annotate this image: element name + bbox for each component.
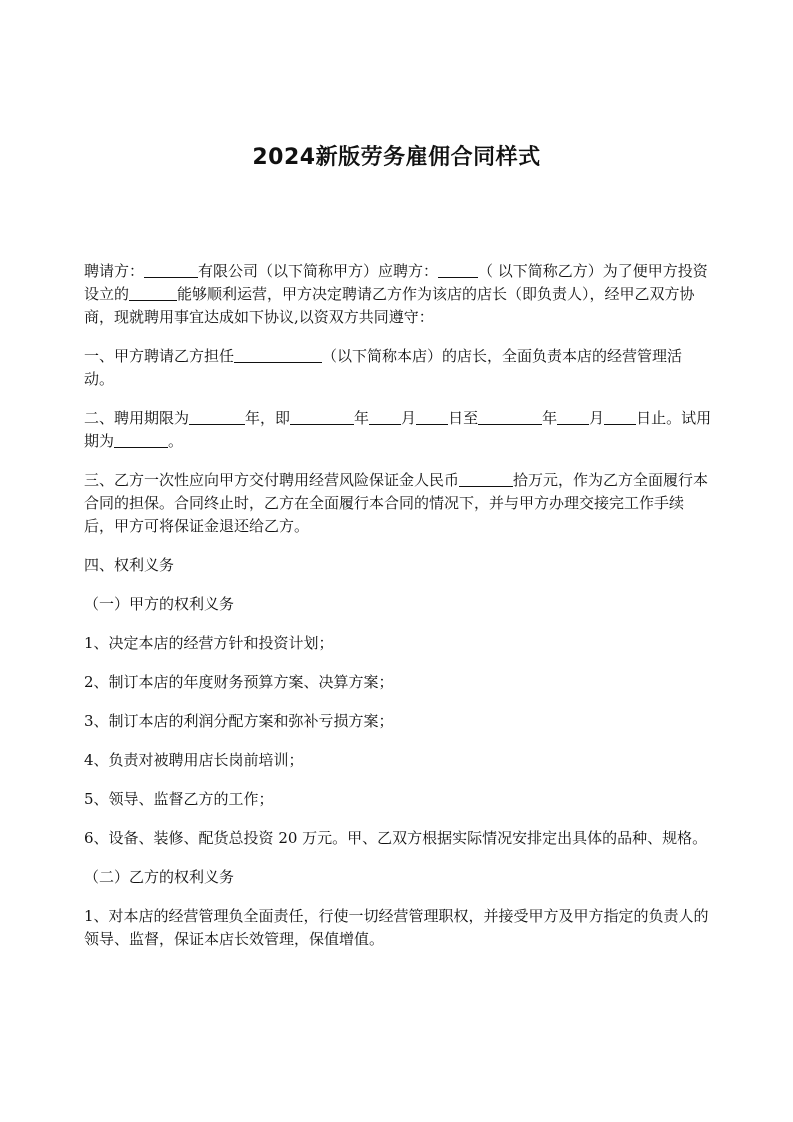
document-body [84, 260, 712, 967]
clause-text: 年 [354, 409, 370, 427]
clause-1 [84, 345, 712, 391]
clause-text: 年，即 [245, 409, 291, 427]
clause-text: 拾万元，作为乙方全面履行本合同的担保。合同终止时，乙方在全面履行本合同的情况下，并与甲方办理交接完工作手续后，甲方可将保证金退还给乙方。 [84, 471, 709, 535]
intro-text: 聘请方： [84, 262, 145, 280]
intro-text: （ 以下简称乙方）为了便甲方投资设立的 [84, 262, 708, 303]
list-item: 4、负责对被聘用店长岗前培训； [84, 751, 304, 769]
section-heading: 四、权利义务 [84, 556, 175, 574]
party-b-heading: （二）乙方的权利义务 [84, 868, 235, 886]
list-item: 1、决定本店的经营方针和投资计划； [84, 634, 334, 652]
clause-2 [84, 407, 712, 453]
blank-end-year [478, 410, 542, 425]
blank-company-name [144, 263, 198, 278]
blank-deposit-amount [459, 472, 513, 487]
clause-text: 三、乙方一次性应向甲方交付聘用经营风险保证金人民币 [84, 471, 460, 489]
clause-text: 年 [542, 409, 558, 427]
list-item: 5、领导、监督乙方的工作； [84, 790, 274, 808]
list-item: 1、对本店的经营管理负全面责任，行使一切经营管理职权，并接受甲方及甲方指定的负责人的领导、监督，保证本店长效管理，保值增值。 [84, 907, 709, 948]
clause-text: 。 [168, 432, 184, 450]
blank-party-b-name [438, 263, 478, 278]
list-item: 6、设备、装修、配货总投资 20 万元。甲、乙双方根据实际情况安排定出具体的品种、规格。 [84, 829, 708, 847]
clause-text: 二、聘用期限为 [84, 409, 190, 427]
clause-text: （以下简称本店）的店长，全面负责本店的经营管理活动。 [84, 347, 683, 388]
party-a-heading: （一）甲方的权利义务 [84, 595, 235, 613]
intro-text: 有限公司（以下简称甲方）应聘方： [198, 262, 439, 280]
list-item: 3、制订本店的利润分配方案和弥补亏损方案； [84, 712, 394, 730]
blank-probation [114, 433, 168, 448]
blank-end-month [557, 410, 589, 425]
blank-term-years [189, 410, 245, 425]
blank-start-day [416, 410, 448, 425]
clause-text: 月 [401, 409, 417, 427]
document-title: 2024新版劳务雇佣合同样式 [252, 145, 541, 170]
clause-text: 月 [589, 409, 605, 427]
blank-start-month [369, 410, 401, 425]
blank-position-store [234, 348, 322, 363]
clause-text: 日至 [448, 409, 479, 427]
clause-text: 一、甲方聘请乙方担任 [84, 347, 235, 365]
blank-store-name [129, 286, 177, 301]
intro-text: 能够顺利运营，甲方决定聘请乙方作为该店的店长（即负责人），经甲乙双方协商，现就聘用事宜达成如下协议,以资双方共同遵守： [84, 285, 695, 326]
blank-end-day [604, 410, 636, 425]
clause-text: 日止。试用期为 [84, 409, 712, 450]
blank-start-year [290, 410, 354, 425]
list-item: 2、制订本店的年度财务预算方案、决算方案； [84, 673, 394, 691]
clause-3 [84, 469, 712, 538]
intro-paragraph [84, 260, 712, 329]
